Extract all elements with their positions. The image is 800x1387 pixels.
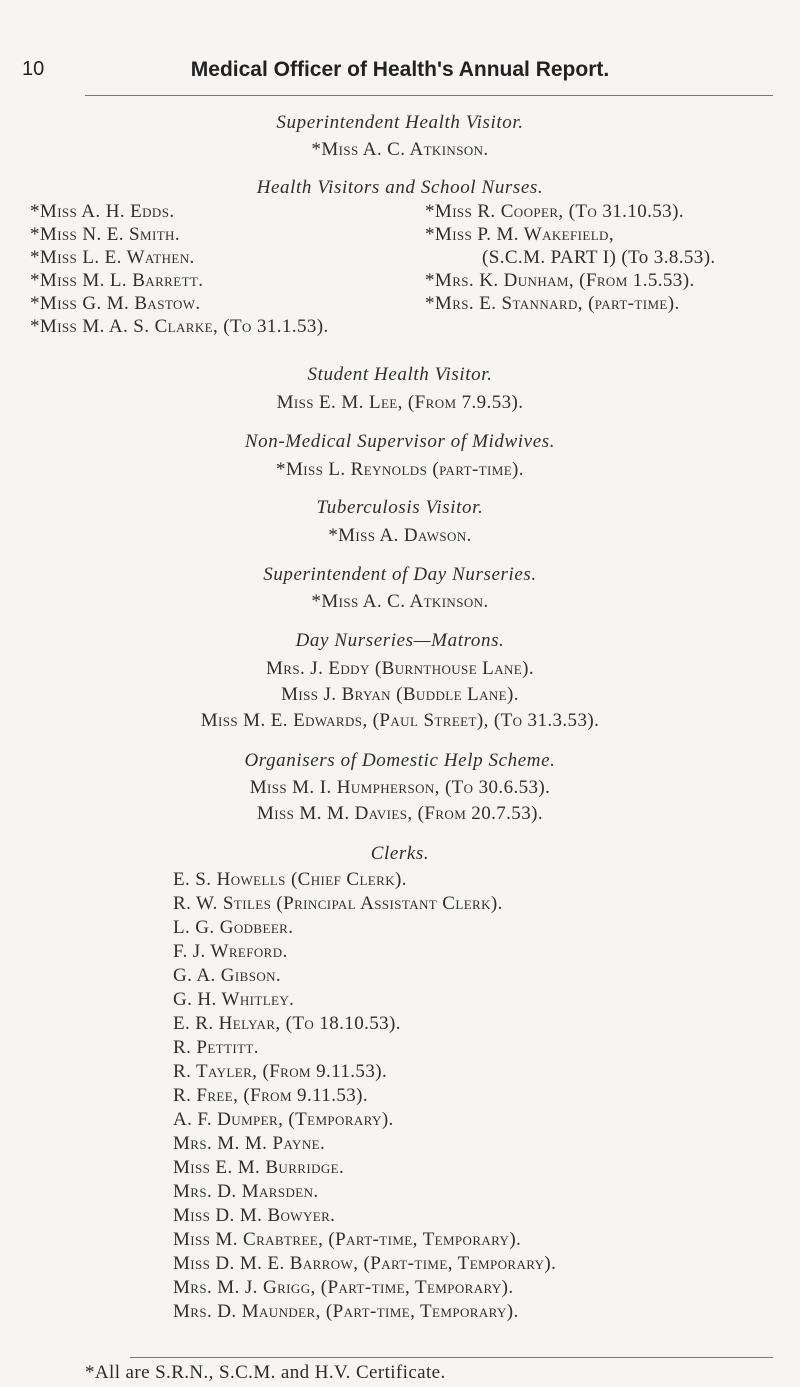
clerk-name: R. W. Stiles (Principal Assistant Clerk).: [173, 893, 503, 914]
clerk-name: G. H. Whitley.: [173, 989, 295, 1010]
clerk-name: Mrs. D. Marsden.: [173, 1181, 319, 1202]
footnote: *All are S.R.N., S.C.M. and H.V. Certificate.: [85, 1362, 446, 1383]
health-visitor-left: *Miss A. H. Edds.: [30, 201, 175, 222]
health-visitors-heading: Health Visitors and School Nurses.: [256, 177, 544, 198]
clerk-name: Miss E. M. Burridge.: [173, 1157, 345, 1178]
health-visitor-left: *Miss M. L. Barrett.: [30, 270, 204, 291]
tb-visitor-heading: Tuberculosis Visitor.: [316, 497, 484, 518]
clerk-name: E. R. Helyar, (To 18.10.53).: [173, 1013, 401, 1034]
health-visitor-left: *Miss G. M. Bastow.: [30, 293, 201, 314]
matron-name: Miss J. Bryan (Buddle Lane).: [281, 684, 519, 705]
superintendent-hv-heading: Superintendent Health Visitor.: [276, 112, 524, 133]
matron-name: Mrs. J. Eddy (Burnthouse Lane).: [266, 658, 534, 679]
health-visitor-left: *Miss N. E. Smith.: [30, 224, 180, 245]
header-rule: [85, 95, 773, 96]
matrons-heading: Day Nurseries—Matrons.: [295, 630, 505, 651]
health-visitor-right: *Mrs. K. Dunham, (From 1.5.53).: [425, 270, 695, 291]
tb-visitor-name: *Miss A. Dawson.: [328, 525, 472, 546]
clerks-heading: Clerks.: [370, 843, 430, 864]
clerk-name: R. Pettitt.: [173, 1037, 259, 1058]
clerk-name: Miss D. M. Bowyer.: [173, 1205, 336, 1226]
superintendent-dn-name: *Miss A. C. Atkinson.: [311, 591, 489, 612]
clerk-name: Mrs. M. M. Payne.: [173, 1133, 326, 1154]
running-head: Medical Officer of Health's Annual Report.: [190, 58, 610, 81]
clerk-name: E. S. Howells (Chief Clerk).: [173, 869, 407, 890]
health-visitor-right: *Miss P. M. Wakefield,: [425, 224, 614, 245]
health-visitor-right: *Mrs. E. Stannard, (part-time).: [425, 293, 680, 314]
health-visitor-right: *Miss R. Cooper, (To 31.10.53).: [425, 201, 684, 222]
non-medical-heading: Non-Medical Supervisor of Midwives.: [244, 431, 556, 452]
clerk-name: R. Free, (From 9.11.53).: [173, 1085, 369, 1106]
clerk-name: Miss M. Crabtree, (Part-time, Temporary).: [173, 1229, 522, 1250]
organiser-name: Miss M. M. Davies, (From 20.7.53).: [257, 803, 543, 824]
clerk-name: L. G. Godbeer.: [173, 917, 294, 938]
matron-name: Miss M. E. Edwards, (Paul Street), (To 31.3.53).: [200, 710, 600, 731]
superintendent-dn-heading: Superintendent of Day Nurseries.: [263, 564, 537, 585]
clerk-name: R. Tayler, (From 9.11.53).: [173, 1061, 388, 1082]
health-visitor-left: *Miss M. A. S. Clarke, (To 31.1.53).: [30, 316, 329, 337]
footer-rule: [130, 1357, 773, 1358]
clerk-name: A. F. Dumper, (Temporary).: [173, 1109, 394, 1130]
student-hv-heading: Student Health Visitor.: [307, 364, 493, 385]
clerk-name: G. A. Gibson.: [173, 965, 282, 986]
organiser-name: Miss M. I. Humpherson, (To 30.6.53).: [249, 777, 551, 798]
health-visitor-left: *Miss L. E. Wathen.: [30, 247, 195, 268]
page-header: [0, 58, 800, 88]
page-number: 10: [22, 58, 45, 80]
non-medical-name: *Miss L. Reynolds (part-time).: [276, 459, 524, 480]
clerk-name: Mrs. M. J. Grigg, (Part-time, Temporary).: [173, 1277, 514, 1298]
organisers-heading: Organisers of Domestic Help Scheme.: [244, 750, 556, 771]
clerk-name: Miss D. M. E. Barrow, (Part-time, Temporary).: [173, 1253, 557, 1274]
clerk-name: F. J. Wreford.: [173, 941, 288, 962]
health-visitor-right-note: (S.C.M. PART I) (To 3.8.53).: [482, 247, 716, 268]
superintendent-hv-name: *Miss A. C. Atkinson.: [311, 139, 489, 160]
student-hv-name: Miss E. M. Lee, (From 7.9.53).: [276, 392, 524, 413]
clerk-name: Mrs. D. Maunder, (Part-time, Temporary).: [173, 1301, 519, 1322]
